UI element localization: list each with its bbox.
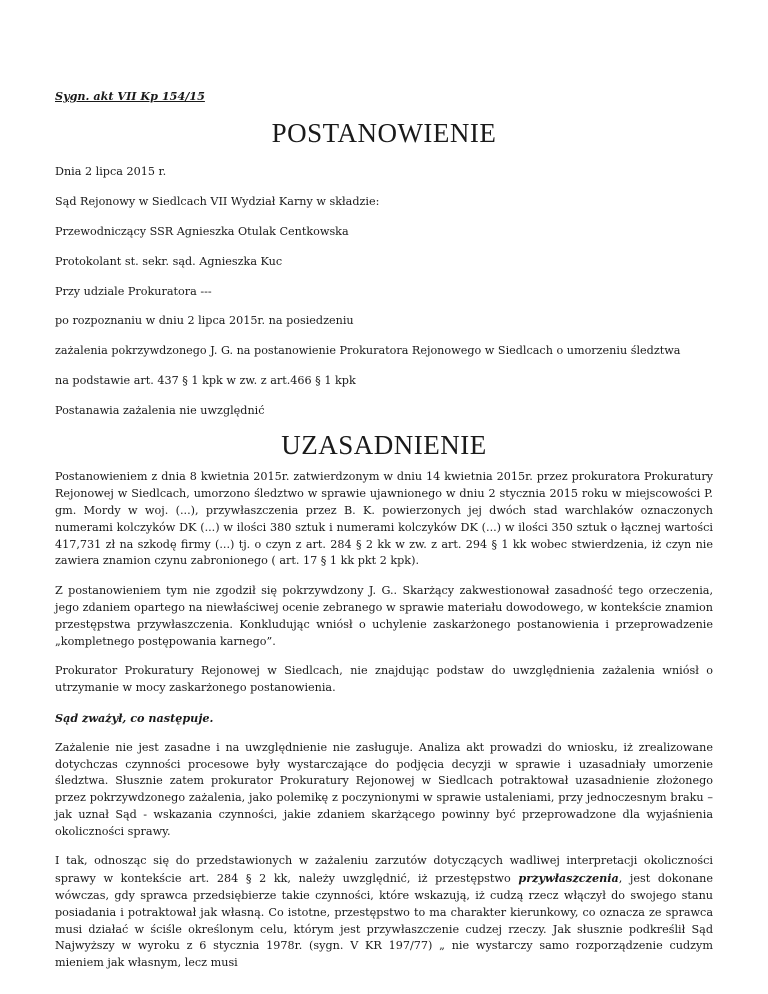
chair-line: Przewodniczący SSR Agnieszka Otulak Centkowska [55, 225, 349, 239]
justification-paragraph-5 [55, 853, 713, 972]
prosecutor-line: Przy udziale Prokuratora --- [55, 284, 212, 298]
paragraph-5-text-a: I tak, odnosząc się do przedstawionych w zażaleniu zarzutów dotyczących wadliwej interpretacji okoliczności sprawy w kontekście art. 284 § 2 kk, należy uwzględnić, iż przestępstwo [55, 854, 713, 886]
date-line: Dnia 2 lipca 2015 r. [55, 165, 167, 179]
case-signature: Sygn. akt VII Kp 154/15 [55, 89, 205, 103]
document-body [55, 88, 713, 985]
paragraph-5-emphasis: przywłaszczenia [518, 871, 619, 886]
justification-paragraph-3: Prokurator Prokuratury Rejonowej w Siedlcach, nie znajdując podstaw do uwzględnienia zażalenia wniósł o utrzymanie w mocy zaskarżonego postanowienia. [55, 664, 713, 695]
legal-basis-line: na podstawie art. 437 § 1 kpk w zw. z art.466 § 1 kpk [55, 374, 356, 388]
justification-title: UZASADNIENIE [281, 429, 487, 460]
paragraph-5-text-b: , jest dokonane wówczas, gdy sprawca przedsiębierze takie czynności, które wskazują, iż cudzą rzecz włączył do swojego stanu posiadania i potraktował jak własną. Co istotne, przestępstwo to ma charakter kierunkowy, co oznacza ze sprawca musi działać w ściśle określonym celu, którym jest przywłaszczenie cudzej rzeczy. Jak słusznie podkreślił Sąd Najwyższy w wyroku z 6 stycznia 1978r. (sygn. V KR 197/77) „ nie wystarczy samo rozporządzenie cudzym mieniem jak własnym, lecz musi [55, 872, 714, 970]
subject-line: zażalenia pokrzywdzonego J. G. na postanowienie Prokuratora Rejonowego w Siedlcach o umorzeniu śledztwa [55, 344, 681, 358]
document-title: POSTANOWIENIE [271, 117, 497, 148]
hearing-line: po rozpoznaniu w dniu 2 lipca 2015r. na posiedzeniu [55, 314, 354, 328]
clerk-line: Protokolant st. sekr. sąd. Agnieszka Kuc [55, 254, 283, 268]
court-considered-heading: Sąd zważył, co następuje. [55, 710, 214, 725]
justification-paragraph-1: Postanowieniem z dnia 8 kwietnia 2015r. zatwierdzonym w dniu 14 kwietnia 2015r. przez prokuratora Prokuratury Rejonowej w Siedlcach, umorzono śledztwo w sprawie ujawnionego w dniu 2 stycznia 2015 roku w miejscowości P. gm. Mordy w woj. (...), przywłaszczenia przez B. K. powierzonych jej dwóch stad warchlaków oznaczonych numerami kolczyków DK (...) w ilości 380 sztuk i numerami kolczyków DK (...) w ilości 350 sztuk o łącznej wartości 417,731 zł na szkodę firmy (...) tj. o czyn z art. 284 § 2 kk w zw. z art. 294 § 1 kk wobec stwierdzenia, iż czyn nie zawiera znamion czynu zabronionego ( art. 17 § 1 kk pkt 2 kpk). [55, 470, 713, 568]
court-line: Sąd Rejonowy w Siedlcach VII Wydział Karny w składzie: [55, 195, 380, 209]
justification-paragraph-2: Z postanowieniem tym nie zgodził się pokrzywdzony J. G.. Skarżący zakwestionował zasadność tego orzeczenia, jego zdaniem opartego na niewłaściwej ocenie zebranego w sprawie materiału dowodowego, w kontekście znamion przestępstwa przywłaszczenia. Konkludując wniósł o uchylenie zaskarżonego postanowienia i przeprowadzenie „kompletnego postępowania karnego”. [55, 584, 713, 648]
justification-paragraph-4: Zażalenie nie jest zasadne i na uwzględnienie nie zasługuje. Analiza akt prowadzi do wniosku, iż zrealizowane dotychczas czynności procesowe były wystarczające do podjęcia decyzji w sprawie i uzasadniały umorzenie śledztwa. Słusznie zatem prokurator Prokuratury Rejonowej w Siedlcach potraktował uzasadnienie złożonego przez pokrzywdzonego zażalenia, jako polemikę z poczynionymi w sprawie ustaleniami, przy jednoczesnym braku – jak uznał Sąd - wskazania czynności, jakie zdaniem skarżącego powinny być przeprowadzone dla wyjaśnienia okoliczności sprawy. [55, 740, 713, 838]
ruling-line: Postanawia zażalenia nie uwzględnić [55, 403, 265, 417]
